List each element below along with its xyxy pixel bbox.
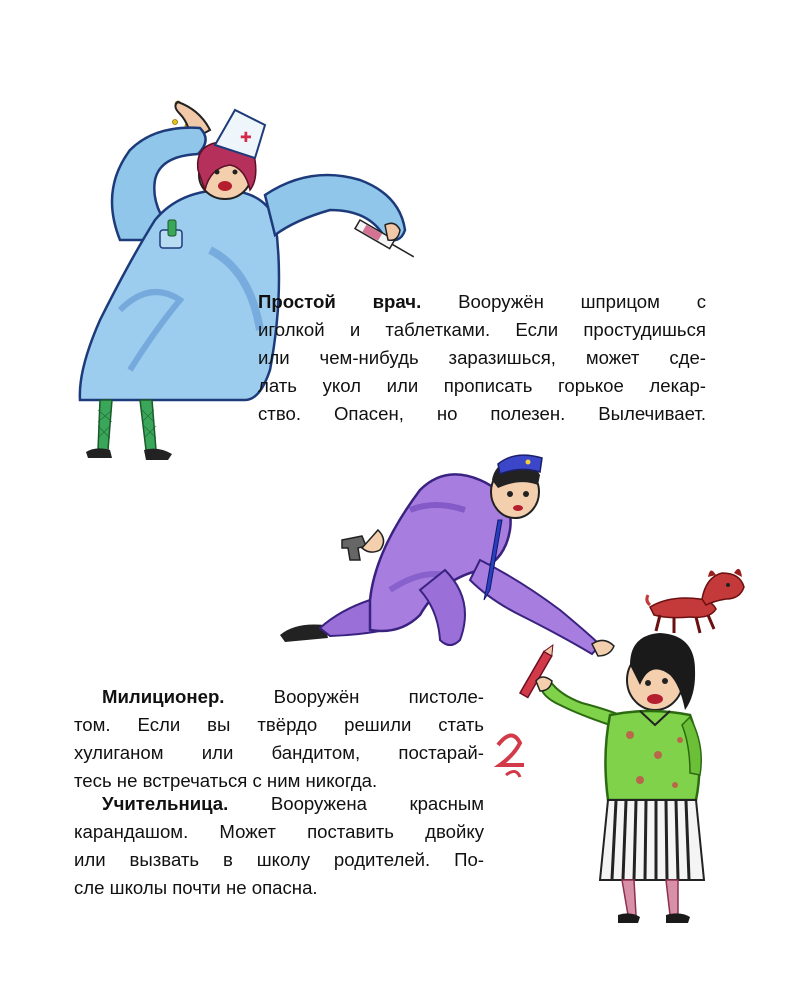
teacher-paragraph (74, 790, 484, 902)
police-line-1: Милиционер. Вооружён пистоле- (102, 686, 484, 707)
doctor-line-4: лать укол или прописать горькое лекар- (258, 375, 706, 396)
doctor-line-5: ство. Опасен, но полезен. Вылечивает. (258, 403, 706, 424)
teacher-title: Учительница. (102, 793, 229, 814)
police-line-2: том. Если вы твёрдо решили стать (74, 714, 484, 735)
policeman-title: Милиционер. (102, 686, 225, 707)
teacher-line-1: Учительница. Вооружена красным (102, 793, 484, 814)
svg-text:✚: ✚ (240, 130, 252, 146)
teacher-line-2: карандашом. Может поставить двойку (74, 821, 484, 842)
teacher-line-4: сле школы почти не опасна. (74, 877, 318, 898)
teacher-line-3: или вызвать в школу родителей. По- (74, 849, 484, 870)
police-line-3: хулиганом или бандитом, постарай- (74, 742, 484, 763)
doctor-line-2: иголкой и таблетками. Если простудишься (258, 319, 706, 340)
doctor-title: Простой врач. (258, 291, 422, 312)
doctor-line-3: или чем-нибудь заразишься, может сде- (258, 347, 706, 368)
doctor-paragraph (258, 288, 706, 428)
teacher-illustration (490, 615, 740, 930)
policeman-paragraph (74, 683, 484, 795)
police-line-4: тесь не встречаться с ним никогда. (74, 770, 378, 791)
doctor-line-1: Простой врач. Вооружён шприцом с (258, 291, 707, 312)
